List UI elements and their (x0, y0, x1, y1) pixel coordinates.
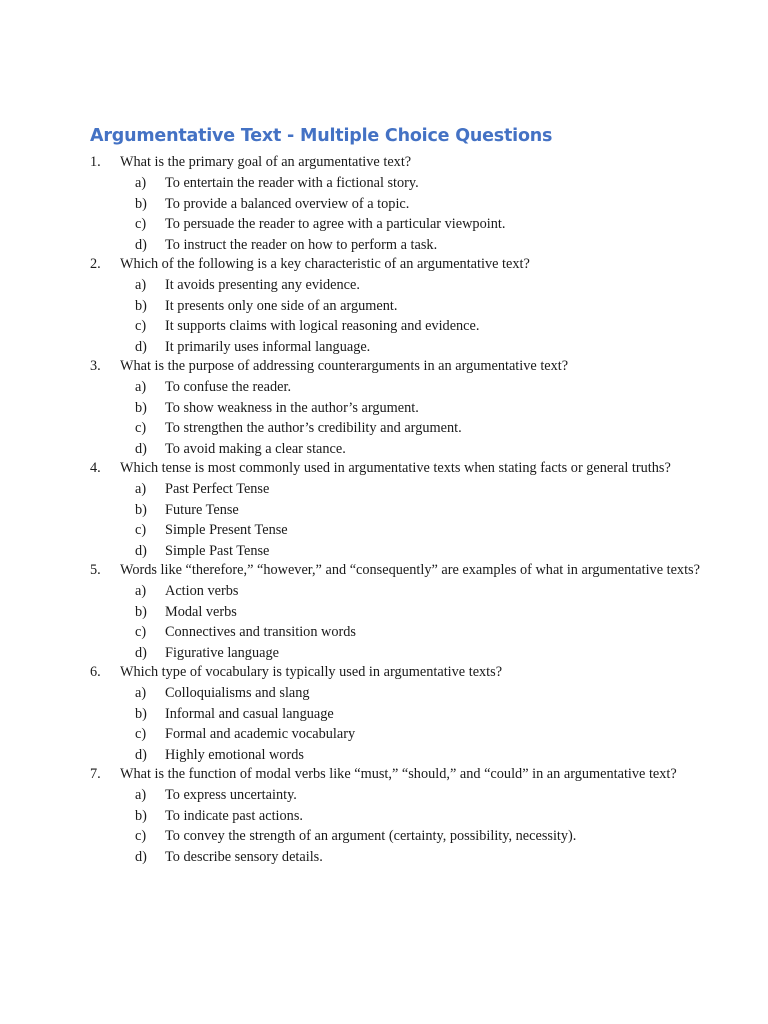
option-letter: a) (135, 787, 147, 803)
option-letter: c) (135, 624, 147, 640)
option-letter: d) (135, 542, 147, 559)
question-item (90, 561, 708, 663)
option-text: Past Perfect Tense (165, 481, 270, 497)
option-text: Connectives and transition words (165, 624, 356, 640)
question-number: 4. (90, 460, 101, 476)
option-item (120, 724, 708, 745)
option-item (120, 173, 708, 194)
option-text: Figurative language (165, 644, 279, 661)
option-item (120, 316, 708, 337)
option-text: To convey the strength of an argument (certainty, possibility, necessity). (165, 828, 577, 844)
question-number: 2. (90, 256, 101, 272)
option-text: Simple Present Tense (165, 522, 288, 538)
question-number: 6. (90, 664, 101, 680)
option-list (120, 275, 708, 357)
option-list (120, 683, 708, 765)
question-number: 5. (90, 562, 101, 578)
question-text: Which tense is most commonly used in argumentative texts when stating facts or general truths? (120, 460, 671, 476)
document-title: Argumentative Text - Multiple Choice Questions (90, 126, 553, 146)
option-letter: d) (135, 848, 147, 865)
option-text: It presents only one side of an argument. (165, 297, 398, 314)
option-text: Action verbs (165, 583, 239, 599)
question-item (90, 255, 708, 357)
question-number: 1. (90, 154, 101, 170)
option-letter: b) (135, 603, 147, 620)
option-letter: c) (135, 420, 147, 436)
option-text: Simple Past Tense (165, 542, 270, 559)
option-item (120, 418, 708, 439)
option-letter: c) (135, 828, 147, 844)
question-text: What is the primary goal of an argumentative text? (120, 154, 412, 170)
option-text: Modal verbs (165, 603, 237, 620)
option-item (120, 520, 708, 541)
option-list (120, 173, 708, 255)
option-item (120, 500, 708, 521)
option-letter: c) (135, 216, 147, 232)
option-letter: c) (135, 522, 147, 538)
option-item (120, 377, 708, 398)
question-text: What is the purpose of addressing counterarguments in an argumentative text? (120, 358, 569, 374)
option-item (120, 479, 708, 500)
question-item (90, 459, 708, 561)
option-letter: b) (135, 501, 147, 518)
option-item (120, 785, 708, 806)
option-letter: a) (135, 685, 147, 701)
option-list (120, 479, 708, 561)
option-text: To persuade the reader to agree with a particular viewpoint. (165, 216, 506, 232)
option-text: Formal and academic vocabulary (165, 726, 356, 742)
option-item (120, 439, 708, 460)
option-list (120, 581, 708, 663)
question-number: 7. (90, 766, 101, 782)
option-letter: b) (135, 297, 147, 314)
option-text: To describe sensory details. (165, 848, 323, 865)
question-text: Which type of vocabulary is typically used in argumentative texts? (120, 664, 503, 680)
option-item (120, 745, 708, 766)
option-letter: b) (135, 807, 147, 824)
option-letter: d) (135, 746, 147, 763)
option-text: To express uncertainty. (165, 787, 297, 803)
option-text: To avoid making a clear stance. (165, 440, 346, 457)
question-item (90, 357, 708, 459)
option-item (120, 622, 708, 643)
option-item (120, 806, 708, 827)
question-list (90, 153, 708, 867)
option-text: It supports claims with logical reasoning and evidence. (165, 318, 480, 334)
option-text: To instruct the reader on how to perform a task. (165, 236, 438, 253)
option-item (120, 337, 708, 358)
option-letter: b) (135, 399, 147, 416)
option-item (120, 296, 708, 317)
option-text: To confuse the reader. (165, 379, 292, 395)
option-letter: c) (135, 318, 147, 334)
option-letter: a) (135, 175, 147, 191)
option-letter: b) (135, 195, 147, 212)
option-item (120, 826, 708, 847)
option-text: To entertain the reader with a fictional story. (165, 175, 419, 191)
option-letter: b) (135, 705, 147, 722)
option-letter: a) (135, 277, 147, 293)
option-item (120, 194, 708, 215)
option-item (120, 847, 708, 868)
option-letter: a) (135, 481, 147, 497)
option-list (120, 785, 708, 867)
option-letter: a) (135, 583, 147, 599)
option-list (120, 377, 708, 459)
option-item (120, 275, 708, 296)
option-text: To show weakness in the author’s argument. (165, 399, 419, 416)
option-letter: d) (135, 338, 147, 355)
option-item (120, 643, 708, 664)
option-text: To strengthen the author’s credibility and argument. (165, 420, 462, 436)
option-text: To provide a balanced overview of a topic. (165, 195, 410, 212)
option-text: Colloquialisms and slang (165, 685, 310, 701)
option-item (120, 214, 708, 235)
option-text: It primarily uses informal language. (165, 338, 371, 355)
question-item (90, 663, 708, 765)
option-text: To indicate past actions. (165, 807, 303, 824)
option-item (120, 541, 708, 562)
option-text: Informal and casual language (165, 705, 334, 722)
question-text: What is the function of modal verbs like “must,” “should,” and “could” in an argumentative text? (120, 766, 677, 782)
option-item (120, 235, 708, 256)
option-item (120, 704, 708, 725)
option-letter: d) (135, 644, 147, 661)
question-number: 3. (90, 358, 101, 374)
question-text: Which of the following is a key characteristic of an argumentative text? (120, 256, 530, 272)
option-item (120, 581, 708, 602)
option-item (120, 602, 708, 623)
option-letter: a) (135, 379, 147, 395)
option-letter: d) (135, 236, 147, 253)
question-text: Words like “therefore,” “however,” and “consequently” are examples of what in argumentative texts? (120, 562, 700, 578)
option-item (120, 683, 708, 704)
question-item (90, 765, 708, 867)
option-text: Highly emotional words (165, 746, 304, 763)
option-letter: c) (135, 726, 147, 742)
question-item (90, 153, 708, 255)
option-item (120, 398, 708, 419)
option-text: It avoids presenting any evidence. (165, 277, 360, 293)
option-letter: d) (135, 440, 147, 457)
option-text: Future Tense (165, 501, 239, 518)
